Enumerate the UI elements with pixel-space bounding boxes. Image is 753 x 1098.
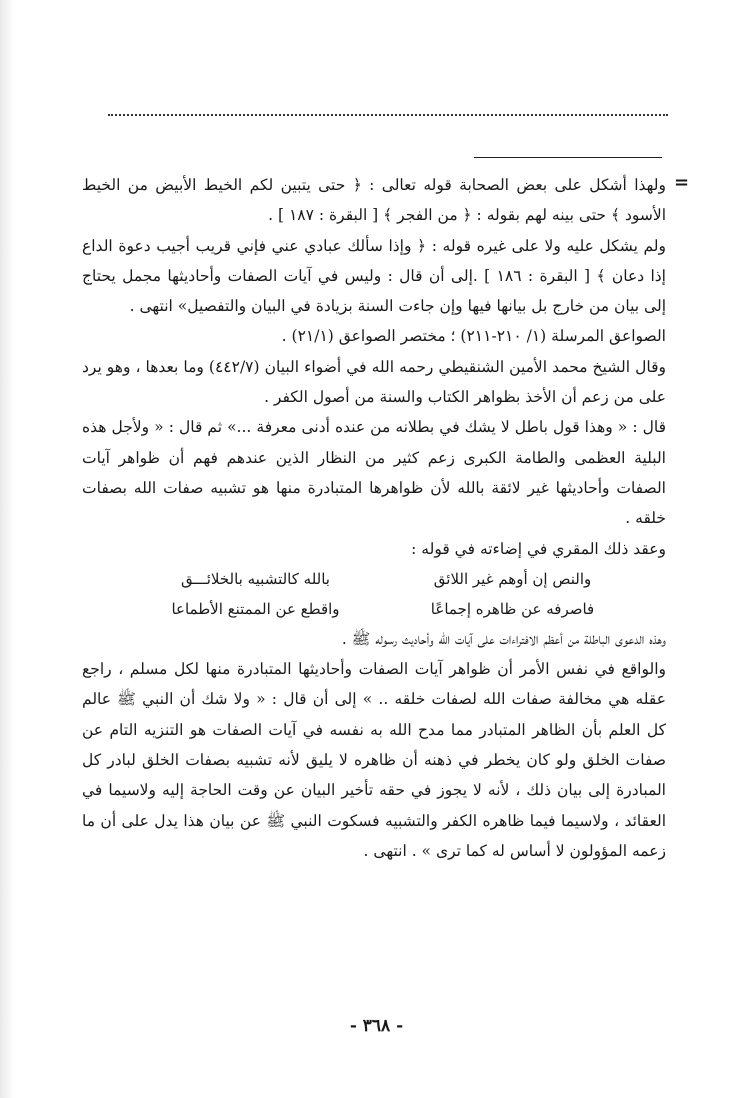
page-edge-shadow — [0, 0, 14, 1098]
header-dotted-separator — [108, 114, 668, 116]
poem-hemistich: فاصرفه عن ظاهره إجماعًا — [430, 599, 595, 618]
footnote-body — [82, 170, 666, 866]
poem-hemistich: بالله كالتشبيه بالخلائـــق — [181, 569, 330, 588]
poem-hemistich: والنص إن أوهم غير اللائق — [433, 569, 592, 588]
poem-hemistich: واقطع عن الممتنع الأطماعا — [171, 599, 340, 618]
poem — [82, 564, 666, 624]
citation: الصواعق المرسلة (١/ ٢١٠-٢١١) ؛ مختصر الصواعق (٢١/١) . — [281, 327, 666, 346]
paragraph: ولهذا أشكل على بعض الصحابة قوله تعالى : ﴿ حتى يتبين لكم الخيط الأبيض من الخيط الأسود ﴾ حتى بينه لهم بقوله : ﴿ من الفجر ﴾ [ البقرة : ١٨٧ ] . — [82, 176, 666, 225]
paragraph: ولم يشكل عليه ولا على غيره قوله : ﴿ وإذا سألك عبادي عني فإني قريب أجيب دعوة الداع إذا دعان ﴾ [ البقرة : ١٨٦ ] .إلى أن قال : وليس في آيات الصفات وأحاديثها مجمل يحتاج إلى بيان من خارج بل بيانها فيها وإن جاءت السنة بزيادة في البيان والتفصيل» انتهى . — [82, 236, 666, 316]
page-number: - ٣٦٨ - — [349, 1016, 404, 1036]
paragraph: وقال الشيخ محمد الأمين الشنقيطي رحمه الله في أضواء البيان (٤٤٢/٧) وما بعدها ، وهو يرد على من زعم أن الأخذ بظواهر الكتاب والسنة من أصول الكفر . — [82, 357, 666, 407]
margin-mark: = — [674, 172, 690, 193]
footnote-separator — [474, 157, 662, 158]
quote: قال : « وهذا قول باطل لا يشك في بطلانه من عنده أدنى معرفة ...» ثم قال : « ولأجل هذه البلية العظمى والطامة الكبرى زعم كثير من النظار الذين عندهم فهم أن ظواهر آيات الصفات وأحاديثها غير لائقة بالله لأن ظواهرها المتبادرة منها هو تشبيه صفات الله بصفات خلقه . — [82, 418, 666, 528]
paragraph: وهذه الدعوى الباطلة من أعظم الافتراءات على آيات الله وأحاديث رسوله ﷺ . — [341, 629, 666, 648]
poem-intro: وعقد ذلك المقري في إضاءته في قوله : — [411, 539, 666, 558]
paragraph: والواقع في نفس الأمر أن ظواهر آيات الصفات وأحاديثها المتبادرة منها لكل مسلم ، راجع عقله هي مخالفة صفات الله لصفات خلقه .. » إلى أن قال : « ولا شك أن النبي ﷺ عالم كل العلم بأن الظاهر المتبادر مما مدح الله به نفسه في آيات الصفات هو التنزيه التام عن صفات الخلق ولو كان يخطر في ذهنه أن ظاهره لا يليق لأنه تشبيه بصفات الخلق لبادر كل المبادرة إلى بيان ذلك ، لأنه لا يجوز في حقه تأخير البيان عن وقت الحاجة إليه ولاسيما في العقائد ، ولاسيما فيما ظاهره الكفر والتشبيه فسكوت النبي ﷺ عن بيان هذا يدل على أن ما زعمه المؤولون لا أساس له كما ترى » . انتهى . — [82, 660, 666, 860]
